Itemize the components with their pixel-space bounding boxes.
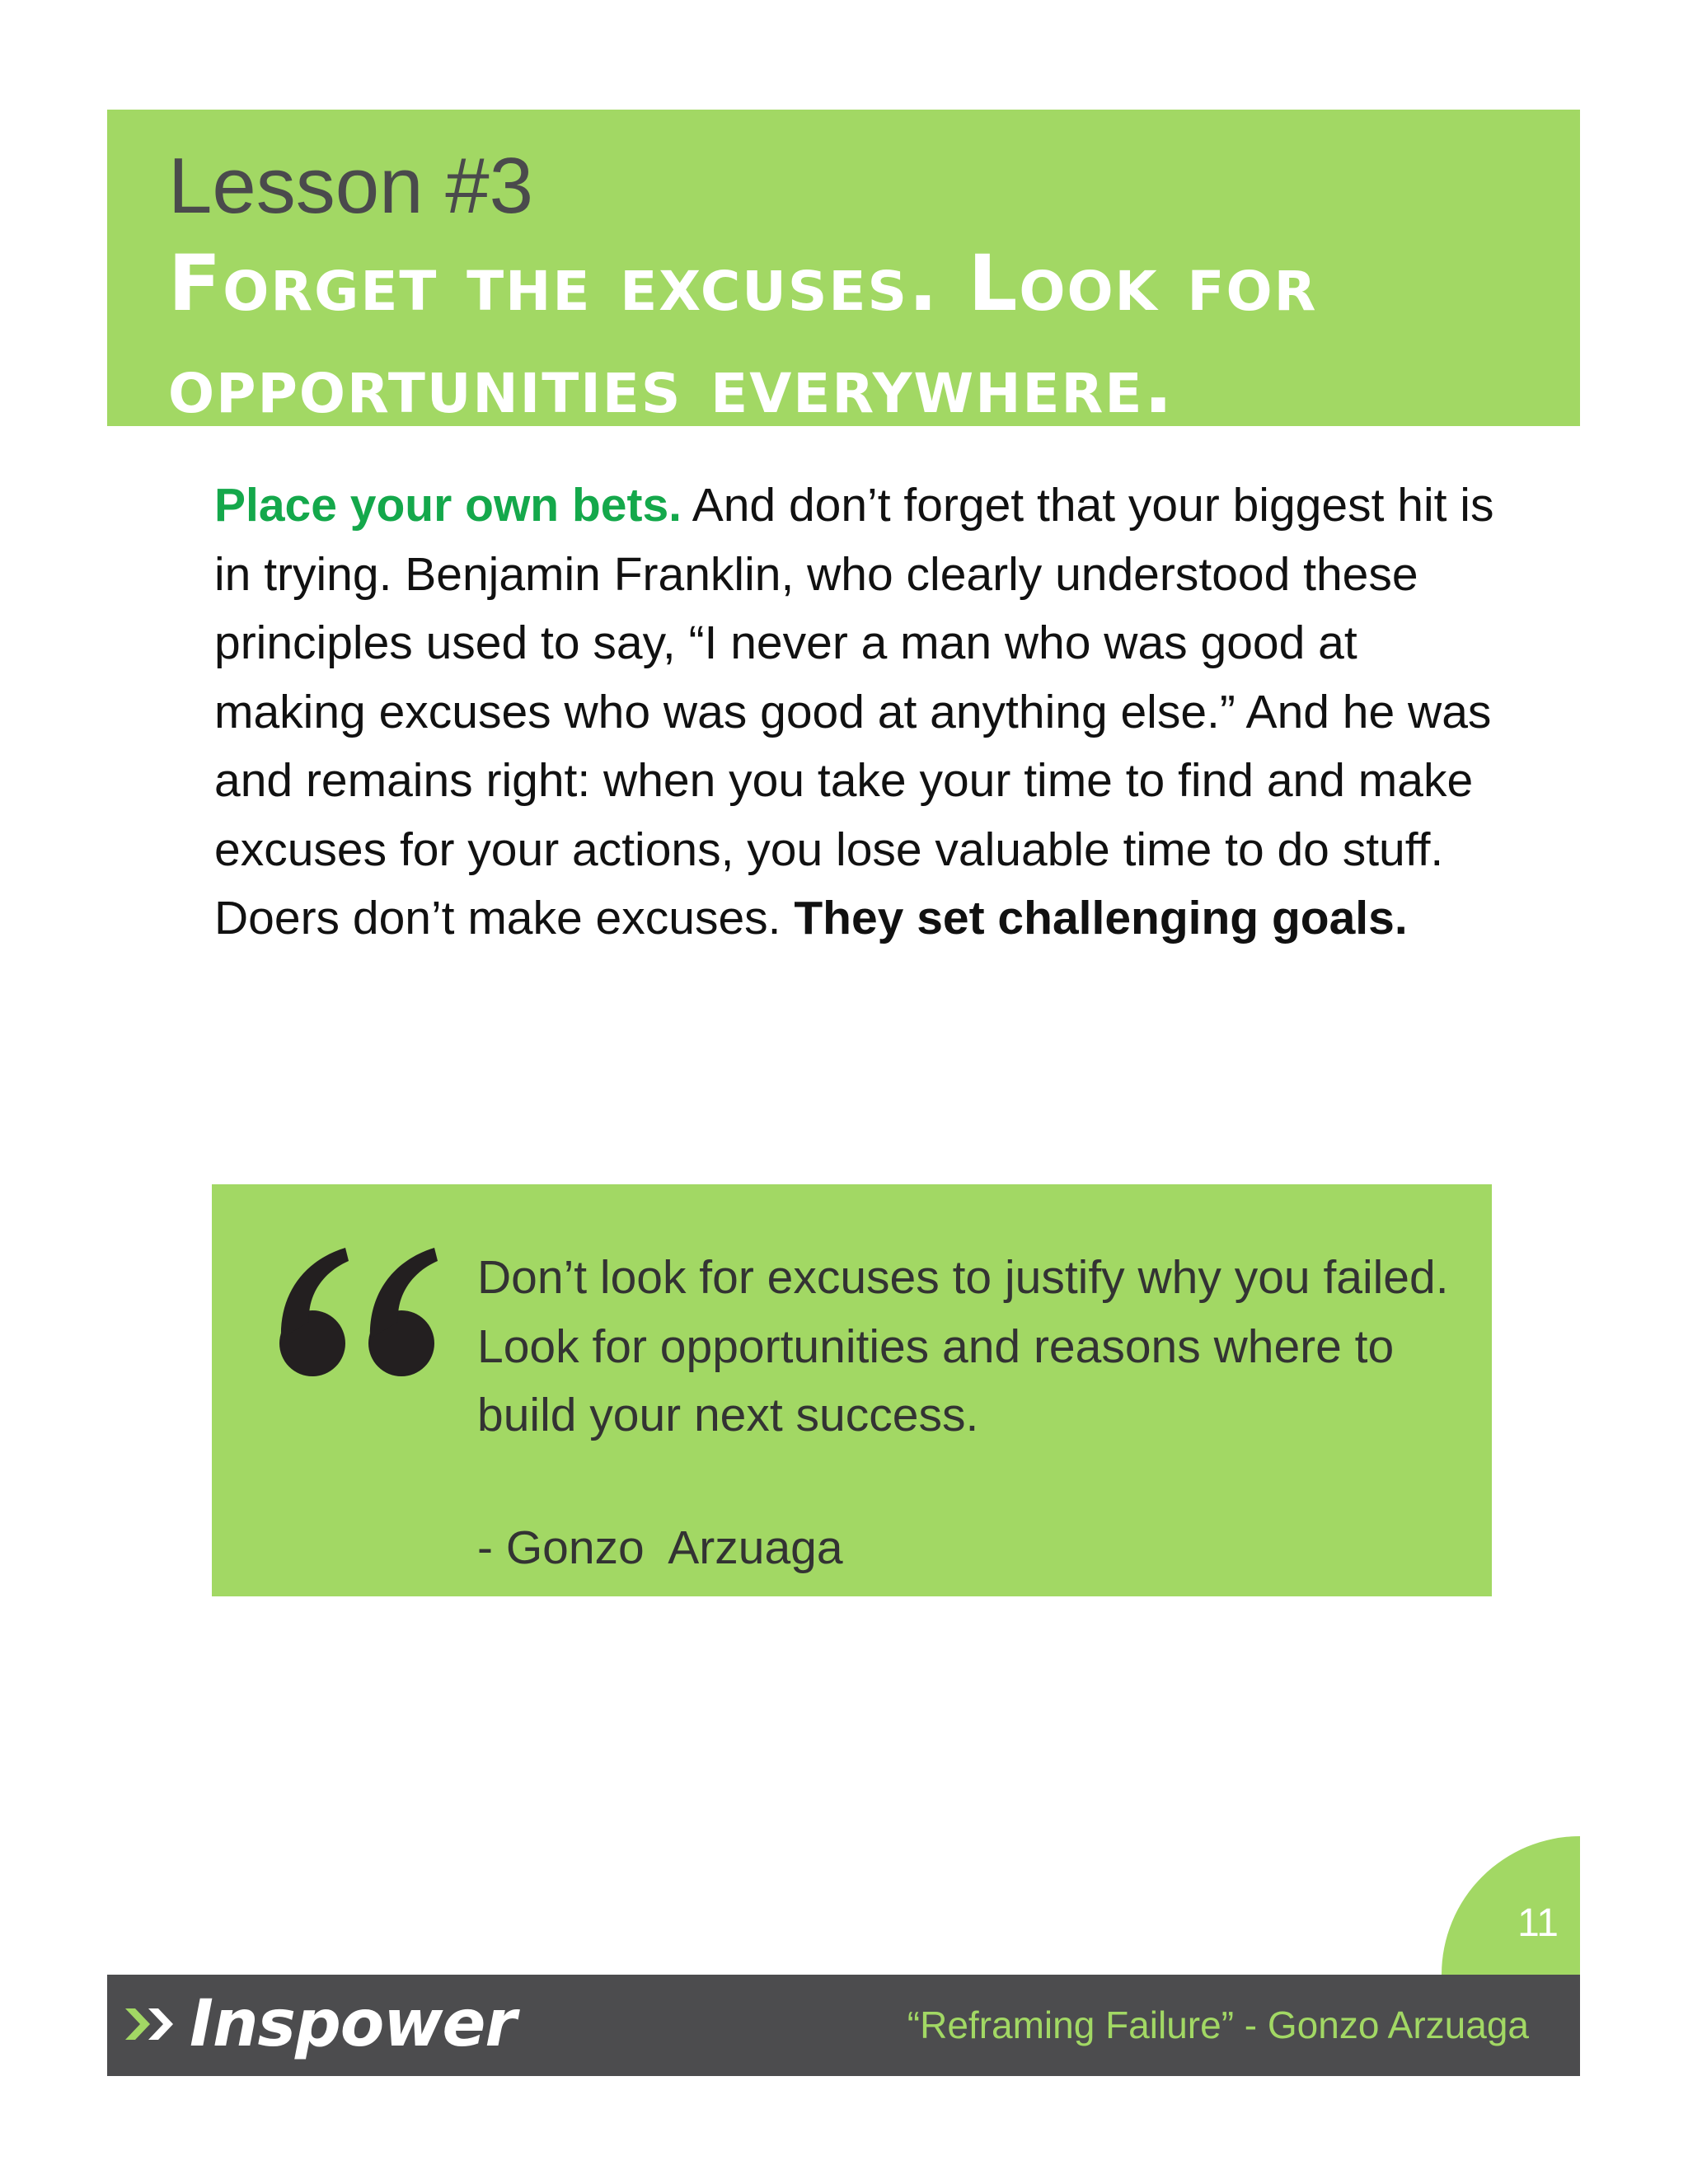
page-number: 11: [1517, 1901, 1559, 1945]
quote-text: Don’t look for excuses to justify why you failed. Look for opportunities and reasons where to build your next success.: [477, 1251, 1449, 1441]
body-lead: Place your own bets.: [214, 479, 682, 532]
footer-caption: “Reframing Failure” - Gonzo Arzuaga: [907, 2004, 1529, 2046]
double-chevron-icon: [124, 2004, 183, 2045]
page-number-tab: [1442, 1836, 1580, 1975]
lesson-title: Forget the excuses. Look for opportunities everywhere.: [168, 239, 1318, 431]
footer-bar: [107, 1975, 1580, 2076]
quote-box: [212, 1184, 1492, 1596]
body-text: And don’t forget that your biggest hit is in trying. Benjamin Franklin, who clearly understood these principles used to say, “I never a man who was good at making excuses who was good at anything else.” And he was and remains right: when you take your time to find and make excuses for your actions, you lose valuable time to do stuff. Doers don’t make excuses.: [214, 479, 1494, 944]
lesson-header: [107, 110, 1580, 431]
quotation-mark-icon: [270, 1246, 447, 1378]
quote-author: - Gonzo Arzuaga: [477, 1521, 843, 1574]
body-paragraph: [214, 471, 1500, 954]
logo-text: Inspower: [190, 1987, 516, 2061]
body-emphasis: They set challenging goals.: [794, 892, 1408, 944]
lesson-label: Lesson #3: [168, 142, 534, 230]
inspower-logo: [124, 1987, 516, 2061]
